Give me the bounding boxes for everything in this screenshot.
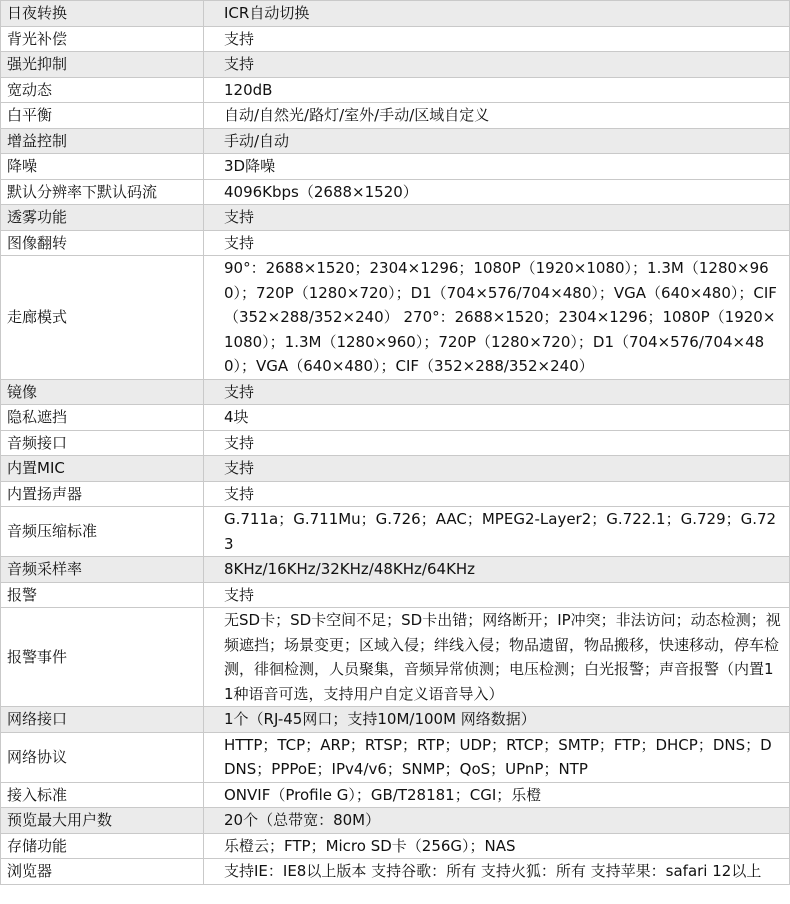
spec-value: 无SD卡；SD卡空间不足；SD卡出错；网络断开；IP冲突；非法访问；动态检测；视频遮挡；场景变更；区域入侵；绊线入侵；物品遗留，物品搬移，快速移动，停车检测，徘徊检测，人员聚集，音频异常侦测；电压检测；白光报警；声音报警（内置11种语音可选，支持用户自定义语音导入） <box>204 608 790 707</box>
spec-row <box>1 1 790 27</box>
spec-row <box>1 179 790 205</box>
spec-value: HTTP；TCP；ARP；RTSP；RTP；UDP；RTCP；SMTP；FTP；DHCP；DNS；DDNS；PPPoE；IPv4/v6；SNMP；QoS；UPnP；NTP <box>204 732 790 782</box>
spec-row <box>1 128 790 154</box>
spec-label: 接入标准 <box>1 782 204 808</box>
spec-value: G.711a；G.711Mu；G.726；AAC；MPEG2-Layer2；G.722.1；G.729；G.723 <box>204 507 790 557</box>
spec-label: 强光抑制 <box>1 52 204 78</box>
spec-value: 乐橙云；FTP；Micro SD卡（256G）；NAS <box>204 833 790 859</box>
spec-row <box>1 481 790 507</box>
spec-label: 图像翻转 <box>1 230 204 256</box>
spec-value: 支持 <box>204 582 790 608</box>
spec-label: 默认分辨率下默认码流 <box>1 179 204 205</box>
spec-row <box>1 154 790 180</box>
spec-label: 音频压缩标准 <box>1 507 204 557</box>
spec-row <box>1 230 790 256</box>
spec-row <box>1 77 790 103</box>
spec-row <box>1 608 790 707</box>
spec-value: ONVIF（Profile G）；GB/T28181；CGI；乐橙 <box>204 782 790 808</box>
spec-row <box>1 405 790 431</box>
spec-value: 支持 <box>204 52 790 78</box>
spec-label: 宽动态 <box>1 77 204 103</box>
spec-row <box>1 808 790 834</box>
spec-value: ICR自动切换 <box>204 1 790 27</box>
spec-label: 音频采样率 <box>1 557 204 583</box>
spec-label: 增益控制 <box>1 128 204 154</box>
spec-table-body <box>1 1 790 885</box>
spec-row <box>1 205 790 231</box>
spec-label: 降噪 <box>1 154 204 180</box>
spec-value: 支持 <box>204 430 790 456</box>
spec-label: 预览最大用户数 <box>1 808 204 834</box>
spec-label: 白平衡 <box>1 103 204 129</box>
spec-row <box>1 833 790 859</box>
spec-row <box>1 256 790 380</box>
spec-label: 报警事件 <box>1 608 204 707</box>
spec-label: 网络协议 <box>1 732 204 782</box>
spec-value: 支持 <box>204 379 790 405</box>
spec-label: 音频接口 <box>1 430 204 456</box>
spec-row <box>1 379 790 405</box>
spec-value: 1个（RJ-45网口；支持10M/100M 网络数据） <box>204 707 790 733</box>
spec-value: 4096Kbps（2688×1520） <box>204 179 790 205</box>
spec-row <box>1 507 790 557</box>
spec-value: 支持 <box>204 456 790 482</box>
spec-row <box>1 52 790 78</box>
spec-row <box>1 26 790 52</box>
spec-value: 支持 <box>204 481 790 507</box>
spec-label: 报警 <box>1 582 204 608</box>
spec-value: 支持IE：IE8以上版本 支持谷歌：所有 支持火狐：所有 支持苹果：safari 12以上 <box>204 859 790 885</box>
spec-label: 存储功能 <box>1 833 204 859</box>
spec-row <box>1 782 790 808</box>
spec-label: 隐私遮挡 <box>1 405 204 431</box>
spec-value: 20个（总带宽：80M） <box>204 808 790 834</box>
spec-label: 浏览器 <box>1 859 204 885</box>
spec-label: 内置MIC <box>1 456 204 482</box>
spec-label: 内置扬声器 <box>1 481 204 507</box>
spec-row <box>1 456 790 482</box>
spec-value: 4块 <box>204 405 790 431</box>
spec-row <box>1 707 790 733</box>
spec-row <box>1 732 790 782</box>
spec-label: 背光补偿 <box>1 26 204 52</box>
spec-label: 日夜转换 <box>1 1 204 27</box>
spec-value: 支持 <box>204 230 790 256</box>
spec-value: 自动/自然光/路灯/室外/手动/区域自定义 <box>204 103 790 129</box>
spec-row <box>1 557 790 583</box>
spec-label: 镜像 <box>1 379 204 405</box>
spec-label: 网络接口 <box>1 707 204 733</box>
spec-value: 支持 <box>204 26 790 52</box>
spec-value: 90°：2688×1520；2304×1296；1080P（1920×1080）；1.3M（1280×960）；720P（1280×720）；D1（704×576/704×480）；VGA（640×480）；CIF（352×288/352×240） 270°：2688×1520；2304×1296；1080P（1920×1080）；1.3M（1280×960）；720P（1280×720）；D1（704×576/704×480）；VGA（640×480）；CIF（352×288/352×240） <box>204 256 790 380</box>
spec-label: 透雾功能 <box>1 205 204 231</box>
spec-row <box>1 103 790 129</box>
spec-row <box>1 430 790 456</box>
spec-value: 120dB <box>204 77 790 103</box>
spec-value: 8KHz/16KHz/32KHz/48KHz/64KHz <box>204 557 790 583</box>
spec-value: 3D降噪 <box>204 154 790 180</box>
spec-value: 支持 <box>204 205 790 231</box>
spec-row <box>1 582 790 608</box>
spec-value: 手动/自动 <box>204 128 790 154</box>
spec-label: 走廊模式 <box>1 256 204 380</box>
spec-row <box>1 859 790 885</box>
